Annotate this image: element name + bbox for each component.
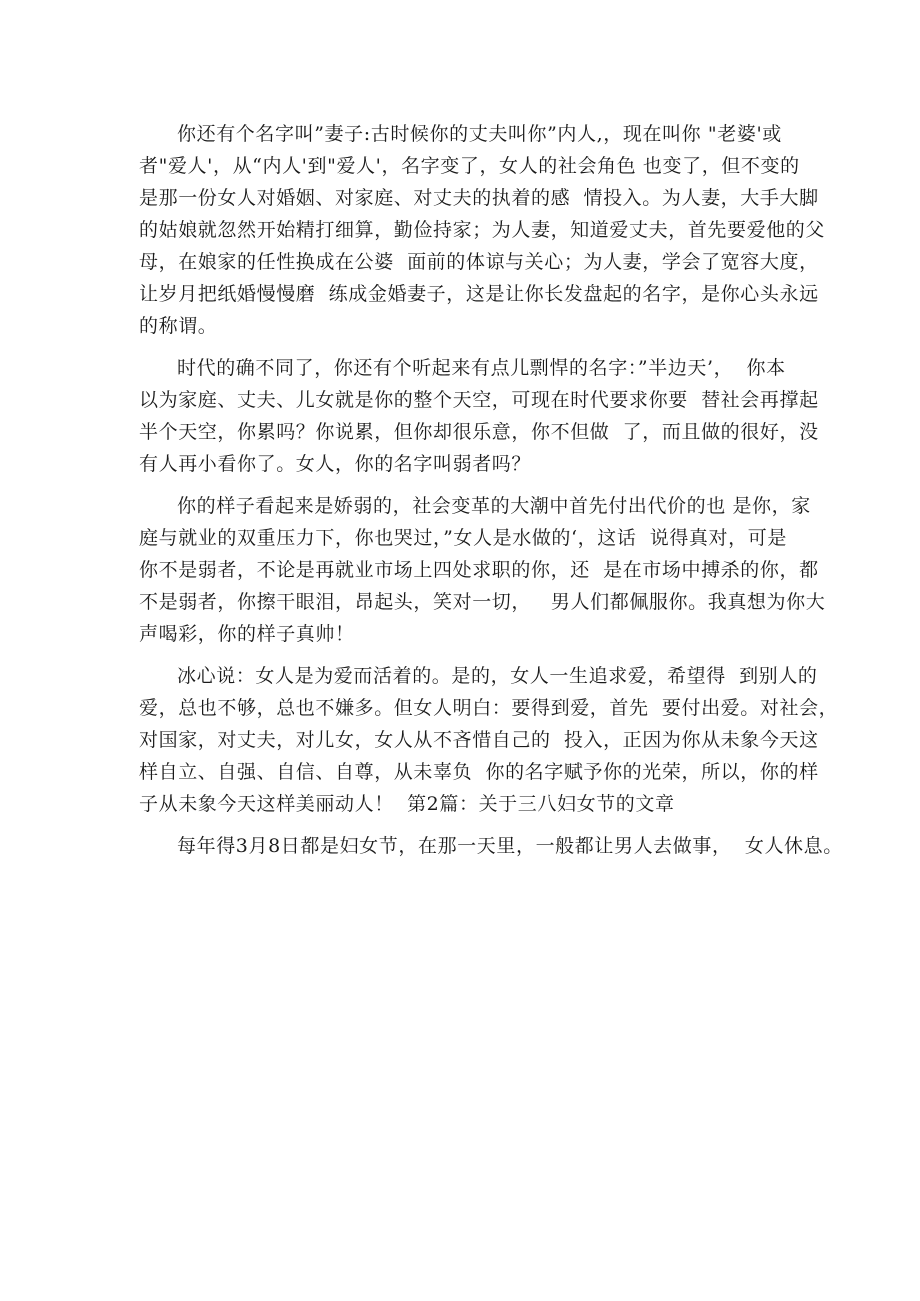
article-body — [139, 118, 843, 872]
text-line: 让岁月把纸婚慢慢磨 练成金婚妻子，这是让你长发盘起的名字，是你心头永远 — [139, 283, 819, 305]
text-line: 是那一份女人对婚姻、对家庭、对丈夫的执着的感 情投入。为人妻，大手大脚 — [139, 187, 819, 209]
text-line: 声喝彩，你的样子真帅！ — [139, 623, 355, 645]
text-line: 你的样子看起来是娇弱的，社会变革的大潮中首先付出代价的也 是你，家 — [177, 495, 811, 517]
text-line: 的称谓。 — [139, 315, 218, 337]
text-line: 子从未象今天这样美丽动人！ 第2篇：关于三八妇女节的文章 — [139, 793, 675, 815]
paragraph-4 — [139, 660, 839, 820]
text-line: 不是弱者，你擦干眼泪，昂起头，笑对一切， 男人们都佩服你。我真想为你大 — [139, 591, 826, 613]
text-line: 以为家庭、丈夫、儿女就是你的整个天空，可现在时代要求你要 替社会再撑起 — [139, 389, 819, 411]
text-line: 的姑娘就忽然开始精打细算，勤俭持家；为人妻，知道爱丈夫，首先要爱他的父 — [139, 219, 826, 241]
text-line: 时代的确不同了，你还有个听起来有点儿剽悍的名字：”半边天’， 你本 — [177, 357, 786, 379]
text-line: 你还有个名字叫”妻子:古时候你的丈夫叫你”内人,，现在叫你 "老婆'或 — [177, 123, 782, 145]
paragraph-1 — [139, 118, 826, 342]
text-line: 有人再小看你了。女人，你的名字叫弱者吗？ — [139, 453, 532, 475]
text-line: 爱，总也不够，总也不嫌多。但女人明白：要得到爱，首先 要付出爱。对社会， — [139, 697, 839, 719]
text-line: 冰心说：女人是为爱而活着的。是的，女人一生追求爱，希望得 到别人的 — [177, 665, 818, 687]
paragraph-2 — [139, 352, 819, 480]
text-line: 每年得3月8日都是妇女节，在那一天里，一般都让男人去做事， 女人休息。 — [177, 835, 843, 857]
paragraph-5 — [139, 830, 843, 862]
text-line: 母，在娘家的任性换成在公婆 面前的体谅与关心；为人妻，学会了宽容大度， — [139, 251, 819, 273]
paragraph-3 — [139, 490, 826, 650]
text-line: 你不是弱者，不论是再就业市场上四处求职的你，还 是在市场中搏杀的你，都 — [139, 559, 819, 581]
text-line: 半个天空，你累吗？你说累，但你却很乐意，你不但做 了，而且做的很好，没 — [139, 421, 819, 443]
text-line: 对国家，对丈夫，对儿女，女人从不吝惜自己的 投入，正因为你从未象今天这 — [139, 729, 819, 751]
text-line: 庭与就业的双重压力下，你也哭过，”女人是水做的‘，这话 说得真对，可是 — [139, 527, 787, 549]
text-line: 者"爱人'，从“内人'到"爱人'，名字变了，女人的社会角色 也变了，但不变的 — [139, 155, 800, 177]
text-line: 样自立、自强、自信、自尊，从未辜负 你的名字赋予你的光荣，所以，你的样 — [139, 761, 819, 783]
